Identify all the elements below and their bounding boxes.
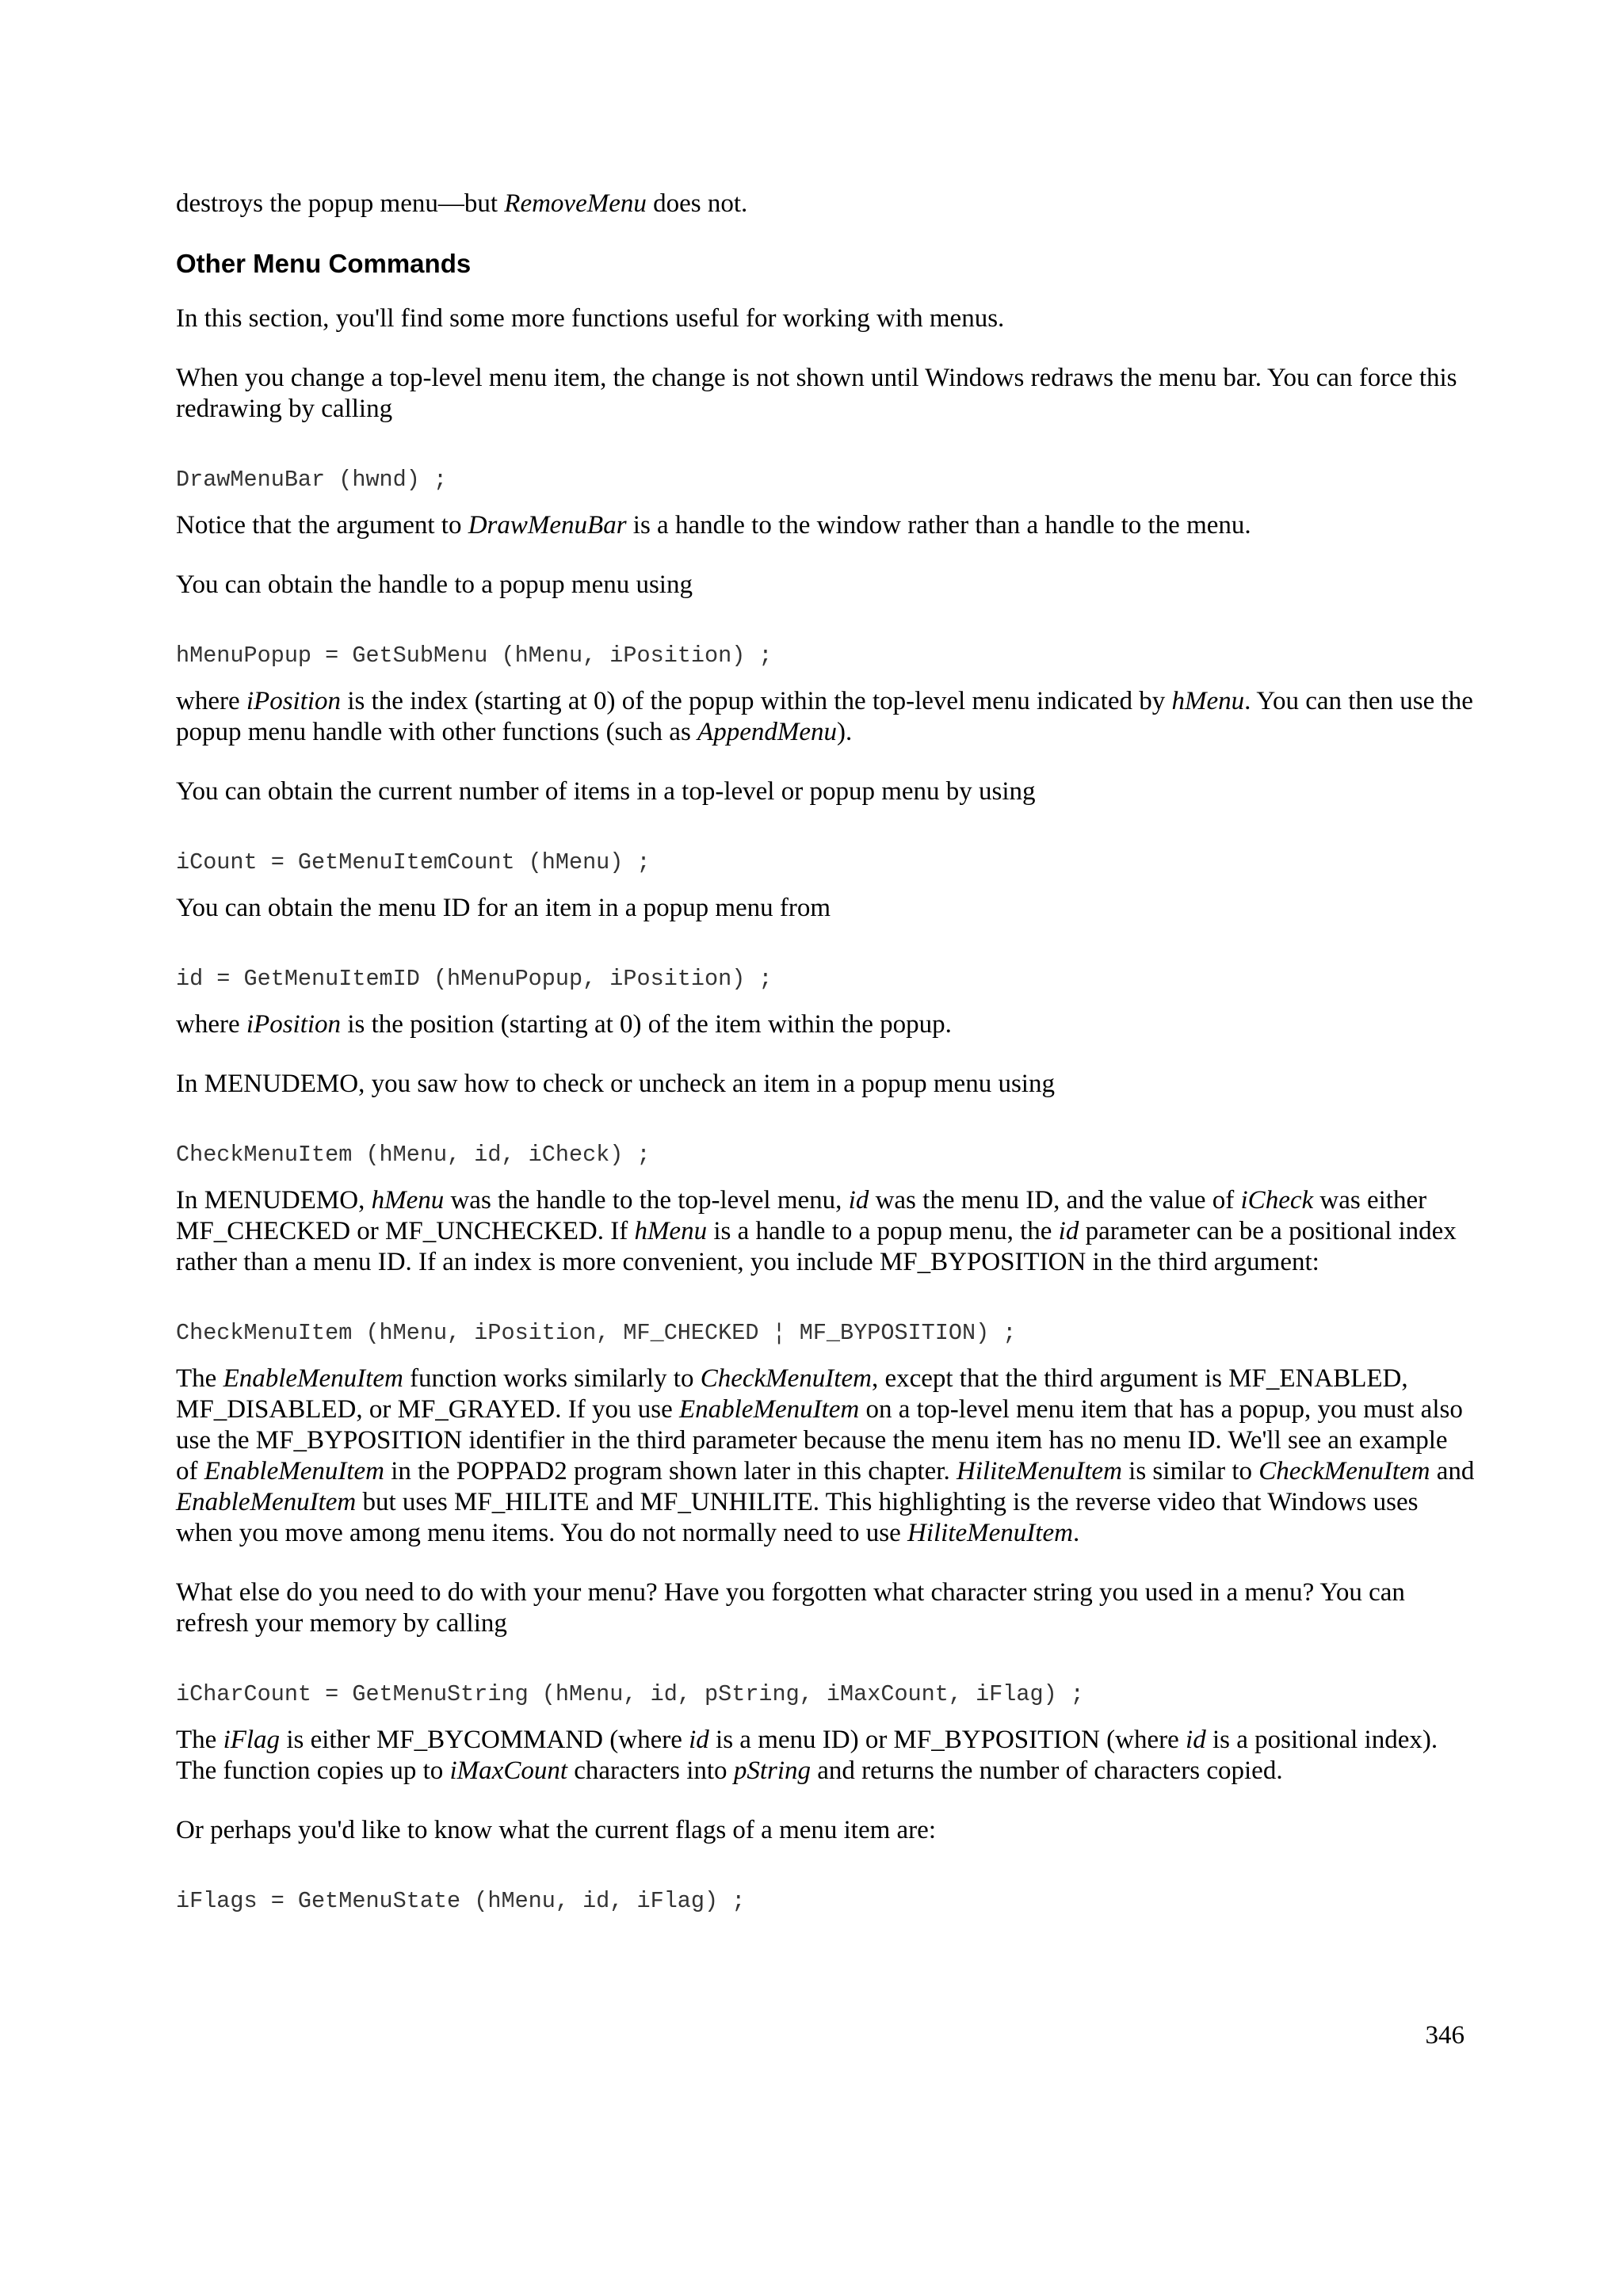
paragraph-obtain-popup: You can obtain the handle to a popup menu using bbox=[176, 570, 693, 599]
text: destroys the popup menu—but bbox=[176, 189, 505, 218]
text: is the position (starting at 0) of the item within the popup. bbox=[341, 1010, 952, 1039]
text: was the handle to the top-level menu, bbox=[444, 1186, 849, 1215]
paragraph-notice bbox=[176, 510, 1476, 541]
code-getmenuitemcount: iCount = GetMenuItemCount (hMenu) ; bbox=[176, 849, 651, 875]
text: . bbox=[1072, 1519, 1080, 1547]
function-name: CheckMenuItem bbox=[700, 1364, 872, 1393]
param-name: id bbox=[689, 1726, 709, 1754]
param-name: hMenu bbox=[1171, 687, 1245, 715]
param-name: id bbox=[848, 1186, 869, 1215]
code-checkmenuitem-1: CheckMenuItem (hMenu, id, iCheck) ; bbox=[176, 1142, 651, 1168]
paragraph-where-iposition bbox=[176, 686, 1476, 748]
code-getmenuitemid: id = GetMenuItemID (hMenuPopup, iPosition) ; bbox=[176, 966, 773, 992]
paragraph-redraw: When you change a top-level menu item, the change is not shown until Windows redraws the menu bar. You can force this redrawing by calling bbox=[176, 364, 1457, 423]
param-name: iPosition bbox=[246, 687, 342, 715]
text: is a positional index). The function copies up to bbox=[176, 1726, 1438, 1785]
text: and bbox=[1430, 1457, 1475, 1486]
function-name: HiliteMenuItem bbox=[907, 1519, 1073, 1547]
function-name: HiliteMenuItem bbox=[956, 1457, 1122, 1486]
param-name: iCheck bbox=[1240, 1186, 1314, 1215]
text: is a handle to the window rather than a handle to the menu. bbox=[626, 511, 1251, 540]
section-heading: Other Menu Commands bbox=[176, 249, 472, 278]
code-checkmenuitem-2: CheckMenuItem (hMenu, iPosition, MF_CHECKED ¦ MF_BYPOSITION) ; bbox=[176, 1320, 1017, 1346]
text: is a menu ID) or MF_BYPOSITION (where bbox=[708, 1726, 1186, 1754]
text: The bbox=[176, 1726, 223, 1754]
paragraph-intro bbox=[176, 189, 1476, 219]
text: was the menu ID, and the value of bbox=[869, 1186, 1241, 1215]
paragraph-count: You can obtain the current number of items in a top-level or popup menu by using bbox=[176, 777, 1036, 806]
text: , except that the third argument is MF_ENABLED, MF_DISABLED, or MF_GRAYED. If you use bbox=[176, 1364, 1408, 1424]
text: and returns the number of characters copied. bbox=[811, 1756, 1283, 1785]
code-getmenustate: iFlags = GetMenuState (hMenu, id, iFlag) ; bbox=[176, 1888, 746, 1914]
code-getsubmenu: hMenuPopup = GetSubMenu (hMenu, iPosition) ; bbox=[176, 643, 773, 669]
param-name: iMaxCount bbox=[449, 1756, 567, 1785]
text: is either MF_BYCOMMAND (where bbox=[280, 1726, 689, 1754]
paragraph-menuid: You can obtain the menu ID for an item in a popup menu from bbox=[176, 894, 831, 922]
text: is the index (starting at 0) of the popup within the top-level menu indicated by bbox=[341, 687, 1172, 715]
document-page bbox=[176, 189, 1476, 1932]
text: function works similarly to bbox=[403, 1364, 701, 1393]
text: parameter can be a positional index rather than a menu ID. If an index is more convenient, you include MF_BYPOSITION in the third argument: bbox=[176, 1217, 1457, 1276]
param-name: id bbox=[1186, 1726, 1206, 1754]
text: is a handle to a popup menu, the bbox=[707, 1217, 1059, 1245]
param-name: iFlag bbox=[223, 1726, 281, 1754]
function-name: CheckMenuItem bbox=[1258, 1457, 1430, 1486]
paragraph-iflag bbox=[176, 1725, 1476, 1787]
text: where bbox=[176, 1010, 246, 1039]
paragraph-flags: Or perhaps you'd like to know what the current flags of a menu item are: bbox=[176, 1816, 936, 1844]
function-name: DrawMenuBar bbox=[468, 511, 627, 540]
text: does not. bbox=[646, 189, 748, 218]
code-getmenustring: iCharCount = GetMenuString (hMenu, id, pString, iMaxCount, iFlag) ; bbox=[176, 1681, 1084, 1707]
param-name: id bbox=[1058, 1217, 1079, 1245]
paragraph-where-position bbox=[176, 1009, 1476, 1040]
function-name: RemoveMenu bbox=[504, 189, 647, 218]
function-name: EnableMenuItem bbox=[678, 1395, 860, 1424]
page-number: 346 bbox=[1425, 2021, 1465, 2050]
text: in the POPPAD2 program shown later in this chapter. bbox=[384, 1457, 957, 1486]
text: on a top-level menu item that has a popup, you must also use the MF_BYPOSITION identifier in the third parameter because the menu item has no menu ID. We'll see an example of bbox=[176, 1395, 1463, 1486]
paragraph-section: In this section, you'll find some more functions useful for working with menus. bbox=[176, 304, 1005, 333]
function-name: AppendMenu bbox=[697, 718, 837, 746]
paragraph-check-desc bbox=[176, 1185, 1476, 1278]
text: Notice that the argument to bbox=[176, 511, 468, 540]
text: was either MF_CHECKED or MF_UNCHECKED. If bbox=[176, 1186, 1427, 1245]
function-name: EnableMenuItem bbox=[223, 1364, 403, 1393]
paragraph-enable bbox=[176, 1363, 1476, 1549]
param-name: iPosition bbox=[246, 1010, 342, 1039]
paragraph-menudemo: In MENUDEMO, you saw how to check or uncheck an item in a popup menu using bbox=[176, 1070, 1055, 1098]
text: characters into bbox=[567, 1756, 734, 1785]
param-name: hMenu bbox=[634, 1217, 708, 1245]
text: The bbox=[176, 1364, 223, 1393]
text: but uses MF_HILITE and MF_UNHILITE. This highlighting is the reverse video that Windows uses when you move among menu items. You do not normally need to use bbox=[176, 1488, 1419, 1547]
function-name: EnableMenuItem bbox=[204, 1457, 384, 1486]
function-name: EnableMenuItem bbox=[176, 1488, 357, 1516]
param-name: pString bbox=[733, 1756, 811, 1785]
text: is similar to bbox=[1121, 1457, 1259, 1486]
text: In MENUDEMO, bbox=[176, 1186, 372, 1215]
paragraph-what-else: What else do you need to do with your menu? Have you forgotten what character string you used in a menu? You can refresh your memory by calling bbox=[176, 1578, 1405, 1638]
code-drawmenubar: DrawMenuBar (hwnd) ; bbox=[176, 467, 448, 493]
text: . You can then use the popup menu handle with other functions (such as bbox=[176, 687, 1473, 746]
text: where bbox=[176, 687, 246, 715]
param-name: hMenu bbox=[371, 1186, 445, 1215]
text: ). bbox=[837, 718, 853, 746]
